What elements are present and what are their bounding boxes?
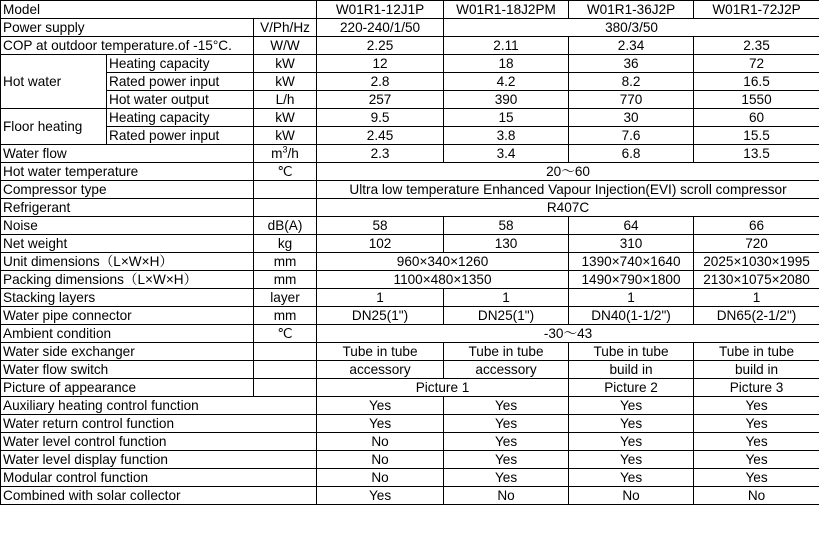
cell-value: Picture 2 <box>569 379 694 397</box>
cell-value: Yes <box>317 397 444 415</box>
cell-value: Yes <box>569 397 694 415</box>
function-row <box>1 433 819 451</box>
header-row <box>1 1 819 19</box>
cell-value: Yes <box>694 433 819 451</box>
row-label: Water level control function <box>1 433 317 451</box>
row-label: Noise <box>1 217 254 235</box>
row-label: Hot water output <box>107 91 254 109</box>
cell-value: Yes <box>317 487 444 505</box>
cell-value: 6.8 <box>569 145 694 163</box>
cell-value: 7.6 <box>569 127 694 145</box>
cell-value: 1 <box>444 289 569 307</box>
cell-value: DN25(1") <box>444 307 569 325</box>
model-name: W01R1-72J2P <box>694 1 819 19</box>
function-row <box>1 487 819 505</box>
row-unit: kW <box>254 127 317 145</box>
cell-value: 66 <box>694 217 819 235</box>
model-name: W01R1-12J1P <box>317 1 444 19</box>
cop-row <box>1 37 819 55</box>
model-name: W01R1-36J2P <box>569 1 694 19</box>
cell-value: Yes <box>444 397 569 415</box>
row-label: Water side exchanger <box>1 343 254 361</box>
power-supply-row <box>1 19 819 37</box>
cell-value: R407C <box>317 199 819 217</box>
group-label: Floor heating <box>1 109 107 145</box>
net-weight-row <box>1 235 819 253</box>
cell-value: Picture 3 <box>694 379 819 397</box>
cell-value: 130 <box>444 235 569 253</box>
row-unit: layer <box>254 289 317 307</box>
cell-value: accessory <box>317 361 444 379</box>
cell-value: 2.3 <box>317 145 444 163</box>
cell-value: Tube in tube <box>444 343 569 361</box>
row-unit: kW <box>254 109 317 127</box>
row-label: Net weight <box>1 235 254 253</box>
cell-value: 2.8 <box>317 73 444 91</box>
row-unit: dB(A) <box>254 217 317 235</box>
row-label: Refrigerant <box>1 199 254 217</box>
cell-value: 8.2 <box>569 73 694 91</box>
flow-switch-row <box>1 361 819 379</box>
cell-value: Yes <box>569 433 694 451</box>
cell-value: 1550 <box>694 91 819 109</box>
cell-value: 12 <box>317 55 444 73</box>
cell-value: 9.5 <box>317 109 444 127</box>
hot-water-row <box>1 55 819 73</box>
unit-base: m <box>271 146 283 161</box>
cell-value: 720 <box>694 235 819 253</box>
row-label: Water flow switch <box>1 361 254 379</box>
cell-value: Yes <box>569 415 694 433</box>
cell-value: 30 <box>569 109 694 127</box>
noise-row <box>1 217 819 235</box>
cell-value: No <box>444 487 569 505</box>
row-label: Picture of appearance <box>1 379 254 397</box>
cell-value: 960×340×1260 <box>317 253 569 271</box>
row-label: Water return control function <box>1 415 317 433</box>
row-unit: L/h <box>254 91 317 109</box>
row-label: Compressor type <box>1 181 254 199</box>
cell-value: 36 <box>569 55 694 73</box>
cell-value: 2.45 <box>317 127 444 145</box>
cell-value: 58 <box>444 217 569 235</box>
row-label: Heating capacity <box>107 109 254 127</box>
row-unit: ℃ <box>254 325 317 343</box>
group-label: Hot water <box>1 55 107 109</box>
row-label: Auxiliary heating control function <box>1 397 317 415</box>
cell-value: Ultra low temperature Enhanced Vapour Injection(EVI) scroll compressor <box>317 181 819 199</box>
compressor-row <box>1 181 819 199</box>
cell-value: -30～43 <box>317 325 819 343</box>
function-row <box>1 451 819 469</box>
row-unit: W/W <box>254 37 317 55</box>
row-label: Water level display function <box>1 451 317 469</box>
picture-row <box>1 379 819 397</box>
cell-value: 2.35 <box>694 37 819 55</box>
function-row <box>1 397 819 415</box>
unit-superscript: 3 <box>282 144 288 155</box>
cell-value: Tube in tube <box>694 343 819 361</box>
cell-value: DN65(2-1/2") <box>694 307 819 325</box>
row-unit: mm <box>254 271 317 289</box>
row-unit <box>254 199 317 217</box>
cell-value: Yes <box>444 469 569 487</box>
model-header-label: Model <box>1 1 317 19</box>
cell-value: 15 <box>444 109 569 127</box>
cell-value: Tube in tube <box>569 343 694 361</box>
row-label: Packing dimensions（L×W×H） <box>1 271 254 289</box>
cell-value: 1490×790×1800 <box>569 271 694 289</box>
cell-value: 310 <box>569 235 694 253</box>
unit-dimensions-row <box>1 253 819 271</box>
cell-value: 1100×480×1350 <box>317 271 569 289</box>
row-label: Stacking layers <box>1 289 254 307</box>
cell-value: 64 <box>569 217 694 235</box>
hot-water-temp-row <box>1 163 819 181</box>
cell-value: Yes <box>569 469 694 487</box>
row-unit <box>254 361 317 379</box>
water-flow-row <box>1 145 819 163</box>
row-unit <box>254 145 317 163</box>
cell-value: Yes <box>444 451 569 469</box>
row-unit: mm <box>254 307 317 325</box>
model-name: W01R1-18J2PM <box>444 1 569 19</box>
cell-value: 1390×740×1640 <box>569 253 694 271</box>
row-unit: kg <box>254 235 317 253</box>
row-unit <box>254 379 317 397</box>
row-label: Rated power input <box>107 127 254 145</box>
row-label: Hot water temperature <box>1 163 254 181</box>
cell-value: Yes <box>444 433 569 451</box>
cell-value: 2.25 <box>317 37 444 55</box>
floor-heating-row <box>1 127 819 145</box>
cell-value: 3.4 <box>444 145 569 163</box>
cell-value: Yes <box>444 415 569 433</box>
cell-value: 1 <box>569 289 694 307</box>
cell-value: Picture 1 <box>317 379 569 397</box>
row-label: Modular control function <box>1 469 317 487</box>
row-label: Water flow <box>1 145 254 163</box>
cell-value: Yes <box>694 397 819 415</box>
cell-value: No <box>317 451 444 469</box>
stacking-row <box>1 289 819 307</box>
packing-dimensions-row <box>1 271 819 289</box>
row-label: Combined with solar collector <box>1 487 317 505</box>
cell-value: DN40(1-1/2") <box>569 307 694 325</box>
cell-value: Yes <box>569 451 694 469</box>
hot-water-row <box>1 73 819 91</box>
hot-water-row <box>1 91 819 109</box>
cell-value: No <box>569 487 694 505</box>
row-label: Water pipe connector <box>1 307 254 325</box>
row-unit: mm <box>254 253 317 271</box>
cell-value: 15.5 <box>694 127 819 145</box>
row-unit <box>254 181 317 199</box>
cell-value: DN25(1") <box>317 307 444 325</box>
cell-value: 58 <box>317 217 444 235</box>
cell-value: 13.5 <box>694 145 819 163</box>
cell-value: build in <box>694 361 819 379</box>
cell-value: 390 <box>444 91 569 109</box>
row-unit: kW <box>254 73 317 91</box>
row-label: Heating capacity <box>107 55 254 73</box>
cell-value: 257 <box>317 91 444 109</box>
exchanger-row <box>1 343 819 361</box>
cell-value: 2.34 <box>569 37 694 55</box>
cell-value: 4.2 <box>444 73 569 91</box>
cell-value: Yes <box>317 415 444 433</box>
row-label: Ambient condition <box>1 325 254 343</box>
row-label: Rated power input <box>107 73 254 91</box>
cell-value: 2.11 <box>444 37 569 55</box>
cell-value: No <box>317 469 444 487</box>
cell-value: 1 <box>317 289 444 307</box>
row-unit <box>254 343 317 361</box>
cell-value: 2130×1075×2080 <box>694 271 819 289</box>
cell-value: 220-240/1/50 <box>317 19 444 37</box>
floor-heating-row <box>1 109 819 127</box>
row-label: Power supply <box>1 19 254 37</box>
pipe-row <box>1 307 819 325</box>
cell-value: 102 <box>317 235 444 253</box>
cell-value: No <box>317 433 444 451</box>
cell-value: accessory <box>444 361 569 379</box>
row-unit: kW <box>254 55 317 73</box>
cell-value: 16.5 <box>694 73 819 91</box>
cell-value: 380/3/50 <box>444 19 819 37</box>
cell-value: 1 <box>694 289 819 307</box>
function-row <box>1 469 819 487</box>
cell-value: Yes <box>694 451 819 469</box>
row-unit: ℃ <box>254 163 317 181</box>
cell-value: No <box>694 487 819 505</box>
cell-value: Yes <box>694 469 819 487</box>
cell-value: build in <box>569 361 694 379</box>
ambient-row <box>1 325 819 343</box>
cell-value: 770 <box>569 91 694 109</box>
cell-value: 2025×1030×1995 <box>694 253 819 271</box>
refrigerant-row <box>1 199 819 217</box>
cell-value: 20～60 <box>317 163 819 181</box>
cell-value: 72 <box>694 55 819 73</box>
cell-value: 3.8 <box>444 127 569 145</box>
cell-value: Yes <box>694 415 819 433</box>
row-label: Unit dimensions（L×W×H） <box>1 253 254 271</box>
cell-value: 60 <box>694 109 819 127</box>
unit-tail: /h <box>287 146 299 161</box>
row-unit: V/Ph/Hz <box>254 19 317 37</box>
function-row <box>1 415 819 433</box>
cell-value: 18 <box>444 55 569 73</box>
cell-value: Tube in tube <box>317 343 444 361</box>
row-label: COP at outdoor temperature.of -15°C. <box>1 37 254 55</box>
